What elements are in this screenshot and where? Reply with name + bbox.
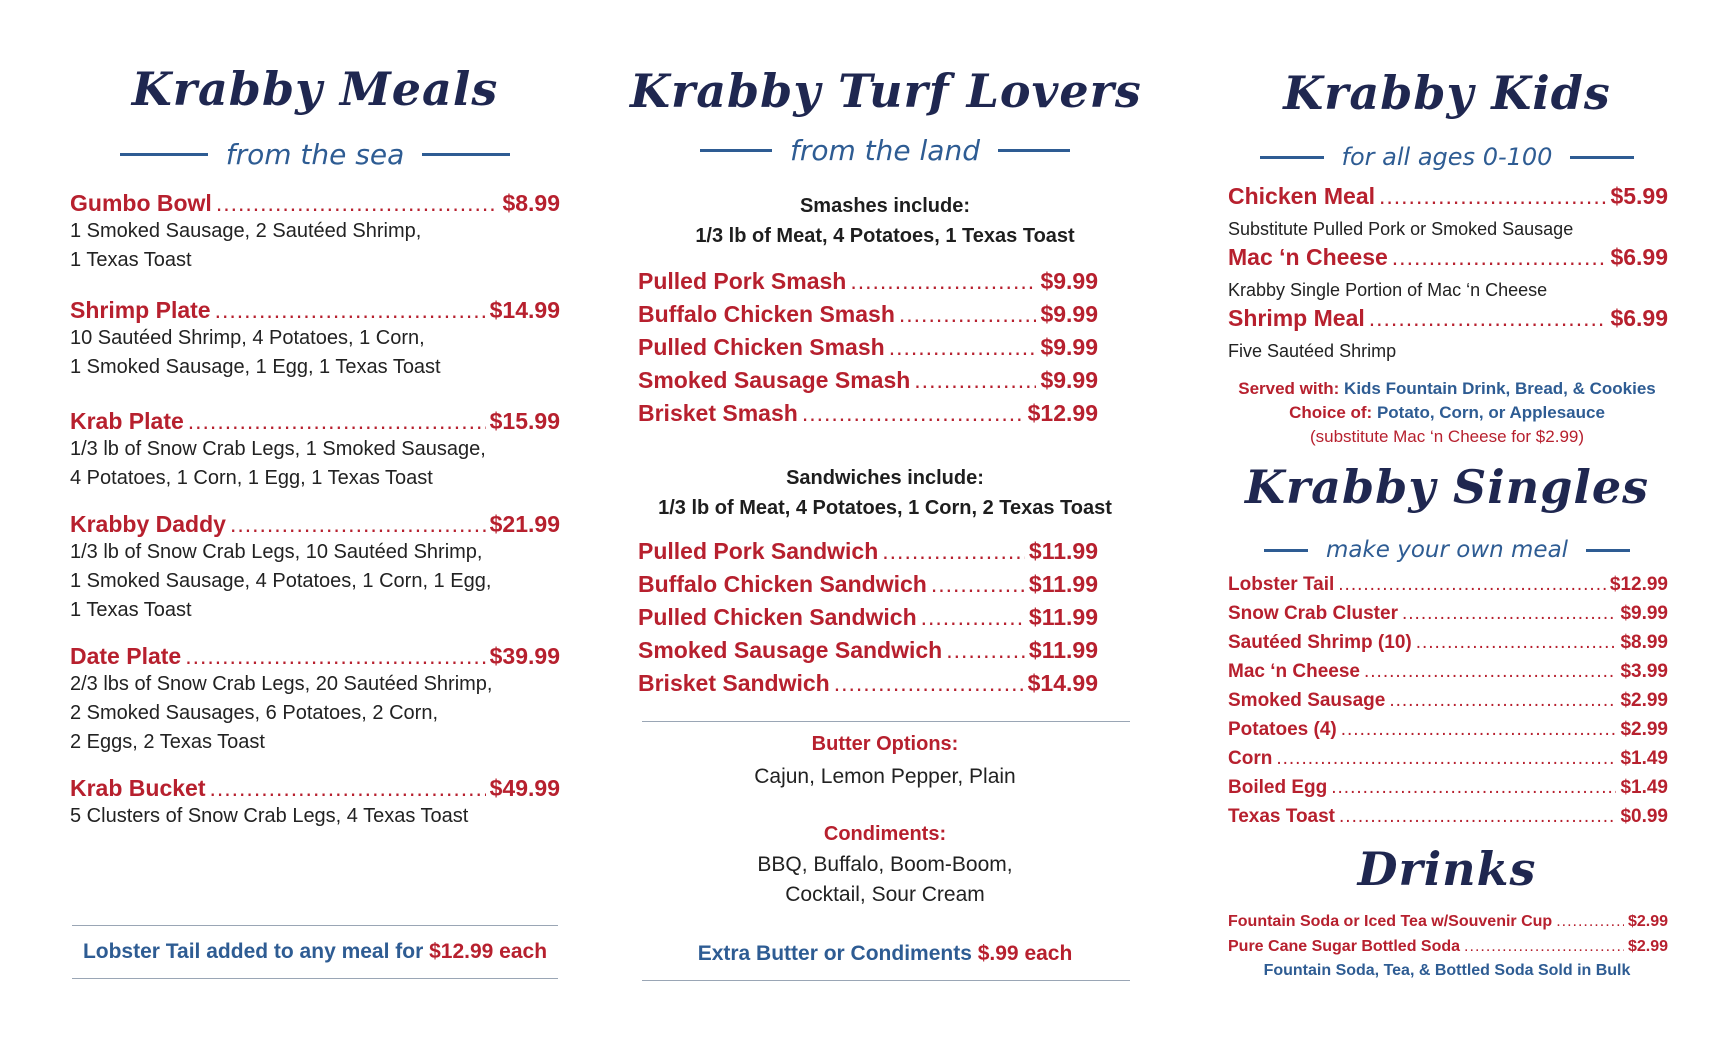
dot-leader: [899, 301, 1037, 328]
kids-subtitle: for all ages 0-100: [1341, 143, 1553, 171]
item-price: $21.99: [489, 511, 560, 537]
item-price: $8.99: [1620, 632, 1668, 653]
dot-leader: [1416, 632, 1617, 654]
menu-item: [638, 367, 1098, 400]
turf-rule-1: [642, 721, 1130, 722]
dot-leader: [946, 637, 1025, 664]
item-name: Pulled Pork Smash: [638, 268, 847, 294]
item-name: Corn: [1228, 748, 1273, 769]
item-price: $11.99: [1028, 538, 1098, 564]
dot-leader: [1339, 806, 1616, 828]
dot-leader: [921, 604, 1025, 631]
extra-note: [630, 942, 1140, 966]
meal-description-line: 2 Smoked Sausages, 6 Potatoes, 2 Corn,: [70, 702, 438, 724]
singles-list: [1228, 574, 1668, 835]
menu-item: [638, 604, 1098, 637]
condiments-line-1: BBQ, Buffalo, Boom-Boom,: [757, 853, 1013, 876]
dot-leader: [1331, 777, 1616, 799]
kids-served-with: [1222, 379, 1672, 399]
item-price: $9.99: [1040, 268, 1098, 294]
meal-description-line: 1/3 lb of Snow Crab Legs, 10 Sautéed Shrimp,: [70, 541, 483, 563]
item-name: Buffalo Chicken Sandwich: [638, 571, 927, 597]
meals-footer-rule-bottom: [72, 978, 558, 979]
sandwich-list: [638, 538, 1098, 703]
item-name: Pulled Pork Sandwich: [638, 538, 879, 564]
item-price: $9.99: [1040, 334, 1098, 360]
item-name: Pulled Chicken Smash: [638, 334, 885, 360]
turf-title: Krabby Turf Lovers: [630, 64, 1142, 118]
meal-item: [70, 775, 560, 831]
item-name: Fountain Soda or Iced Tea w/Souvenir Cup: [1228, 913, 1553, 930]
item-price: $2.99: [1627, 938, 1668, 955]
dot-leader: [1276, 748, 1616, 770]
item-price: $2.99: [1620, 690, 1668, 711]
singles-subtitle: make your own meal: [1325, 537, 1569, 563]
menu-item: [1228, 748, 1668, 777]
item-price: $12.99: [1609, 574, 1668, 595]
meal-item: [70, 190, 560, 275]
singles-title: Krabby Singles: [1244, 460, 1650, 514]
dot-leader: [1464, 938, 1624, 956]
menu-item: [638, 571, 1098, 604]
kids-substitute-note: (substitute Mac ‘n Cheese for $2.99): [1309, 427, 1585, 446]
item-name: Smoked Sausage: [1228, 690, 1386, 711]
kids-item: [1228, 244, 1668, 305]
dot-leader: [230, 511, 486, 538]
menu-item: [638, 637, 1098, 670]
meals-footer-text: Lobster Tail added to any meal for: [82, 940, 430, 963]
item-name: Date Plate: [70, 643, 182, 669]
dot-leader: [209, 775, 485, 802]
divider-bar: [1264, 549, 1308, 552]
meal-item: [70, 408, 560, 493]
kids-item: [1228, 183, 1668, 244]
meal-item: [70, 643, 560, 757]
sandwich-detail: 1/3 lb of Meat, 4 Potatoes, 1 Corn, 2 Texas Toast: [658, 497, 1112, 519]
item-name: Texas Toast: [1228, 806, 1336, 827]
menu-item: [70, 643, 560, 670]
kids-subtitle-row: [1222, 143, 1672, 171]
dot-leader: [931, 571, 1025, 598]
menu-item: [1228, 632, 1668, 661]
smash-list: [638, 268, 1098, 433]
kids-item-description: Five Sautéed Shrimp: [1228, 341, 1397, 361]
smash-detail: 1/3 lb of Meat, 4 Potatoes, 1 Texas Toast: [695, 225, 1075, 247]
item-price: $39.99: [489, 643, 560, 669]
dot-leader: [215, 297, 486, 324]
menu-item: [70, 408, 560, 435]
item-name: Sautéed Shrimp (10): [1228, 632, 1412, 653]
menu-item: [1228, 183, 1668, 215]
menu-item: [638, 400, 1098, 433]
item-price: $2.99: [1620, 719, 1668, 740]
item-name: Boiled Egg: [1228, 777, 1328, 798]
meal-description-line: 10 Sautéed Shrimp, 4 Potatoes, 1 Corn,: [70, 327, 425, 349]
dot-leader: [802, 400, 1024, 427]
dot-leader: [188, 408, 486, 435]
dot-leader: [1341, 719, 1617, 741]
served-label: Served with:: [1238, 379, 1345, 398]
meals-title: Krabby Meals: [131, 62, 499, 116]
singles-subtitle-row: [1222, 537, 1672, 563]
choice-label: Choice of:: [1289, 403, 1377, 422]
item-price: $14.99: [489, 297, 560, 323]
extra-text: Extra Butter or Condiments: [697, 942, 978, 965]
dot-leader: [1369, 305, 1607, 332]
menu-item: [70, 190, 560, 217]
meal-item: [70, 297, 560, 382]
menu-item: [1228, 806, 1668, 835]
menu-item: [1228, 913, 1668, 938]
item-name: Brisket Sandwich: [638, 670, 830, 696]
meal-description-line: 1/3 lb of Snow Crab Legs, 1 Smoked Sausage,: [70, 438, 486, 460]
kids-item-description: Krabby Single Portion of Mac ‘n Cheese: [1228, 280, 1548, 300]
menu-item: [1228, 938, 1668, 963]
dot-leader: [1364, 661, 1616, 683]
meal-description-line: 5 Clusters of Snow Crab Legs, 4 Texas Toast: [70, 805, 469, 827]
meal-description-line: 1 Smoked Sausage, 4 Potatoes, 1 Corn, 1 Egg,: [70, 570, 492, 592]
menu-item: [70, 511, 560, 538]
item-name: Lobster Tail: [1228, 574, 1335, 595]
meal-description-line: 2 Eggs, 2 Texas Toast: [70, 731, 265, 753]
menu-item: [1228, 719, 1668, 748]
divider-bar: [1260, 156, 1324, 159]
menu-item: [1228, 244, 1668, 276]
dot-leader: [216, 190, 499, 217]
item-price: $8.99: [502, 190, 560, 216]
sandwich-heading: Sandwiches include:: [786, 467, 984, 489]
item-name: Shrimp Meal: [1228, 305, 1365, 331]
menu-item: [70, 775, 560, 802]
divider-bar: [422, 153, 510, 156]
meals-list: [70, 190, 560, 831]
kids-list: [1228, 183, 1668, 366]
drinks-list: [1228, 913, 1668, 963]
meal-description-line: 1 Texas Toast: [70, 599, 192, 621]
item-name: Snow Crab Cluster: [1228, 603, 1398, 624]
kids-title: Krabby Kids: [1283, 66, 1611, 120]
turf-subtitle-row: [630, 134, 1140, 167]
divider-bar: [120, 153, 208, 156]
divider-bar: [700, 149, 772, 152]
item-price: $1.49: [1620, 777, 1668, 798]
divider-bar: [998, 149, 1070, 152]
item-name: Smoked Sausage Sandwich: [638, 637, 943, 663]
dot-leader: [1402, 603, 1616, 625]
menu-item: [638, 670, 1098, 703]
served-value: Kids Fountain Drink, Bread, & Cookies: [1344, 379, 1656, 398]
butter-heading: Butter Options:: [811, 733, 959, 755]
dot-leader: [1379, 183, 1606, 210]
meal-description-line: 1 Texas Toast: [70, 249, 192, 271]
drinks-bulk-note: Fountain Soda, Tea, & Bottled Soda Sold in Bulk: [1263, 962, 1631, 979]
dot-leader: [882, 538, 1025, 565]
menu-item: [1228, 574, 1668, 603]
item-price: $5.99: [1610, 183, 1668, 209]
menu-item: [638, 538, 1098, 571]
meal-description-line: 4 Potatoes, 1 Corn, 1 Egg, 1 Texas Toast: [70, 467, 433, 489]
item-name: Gumbo Bowl: [70, 190, 212, 216]
divider-bar: [1570, 156, 1634, 159]
kids-item-description: Substitute Pulled Pork or Smoked Sausage: [1228, 219, 1574, 239]
dot-leader: [850, 268, 1036, 295]
item-name: Chicken Meal: [1228, 183, 1375, 209]
kids-choice-of: [1222, 403, 1672, 423]
meal-description-line: 2/3 lbs of Snow Crab Legs, 20 Sautéed Shrimp,: [70, 673, 493, 695]
item-name: Potatoes (4): [1228, 719, 1337, 740]
item-name: Smoked Sausage Smash: [638, 367, 911, 393]
dot-leader: [914, 367, 1036, 394]
item-price: $11.99: [1028, 604, 1098, 630]
item-price: $15.99: [489, 408, 560, 434]
meal-item: [70, 511, 560, 625]
item-name: Brisket Smash: [638, 400, 798, 426]
smash-heading: Smashes include:: [799, 195, 971, 217]
dot-leader: [1556, 913, 1624, 931]
dot-leader: [1338, 574, 1606, 596]
item-price: $1.49: [1620, 748, 1668, 769]
dot-leader: [185, 643, 485, 670]
menu-item: [1228, 661, 1668, 690]
item-name: Krabby Daddy: [70, 511, 226, 537]
drinks-title: Drinks: [1357, 842, 1537, 896]
item-price: $3.99: [1620, 661, 1668, 682]
condiments-line-2: Cocktail, Sour Cream: [785, 883, 985, 906]
item-price: $6.99: [1610, 244, 1668, 270]
item-name: Krab Plate: [70, 408, 184, 434]
meals-subtitle: from the sea: [225, 138, 405, 171]
item-price: $6.99: [1610, 305, 1668, 331]
item-name: Krab Bucket: [70, 775, 206, 801]
meals-footer-price: $12.99 each: [429, 940, 548, 963]
turf-subtitle: from the land: [790, 134, 980, 167]
meal-description-line: 1 Smoked Sausage, 2 Sautéed Shrimp,: [70, 220, 422, 242]
item-price: $12.99: [1027, 400, 1098, 426]
menu-item: [1228, 305, 1668, 337]
condiments-heading: Condiments:: [823, 823, 947, 845]
item-name: Buffalo Chicken Smash: [638, 301, 895, 327]
menu-item: [1228, 690, 1668, 719]
item-price: $9.99: [1620, 603, 1668, 624]
menu-item: [1228, 603, 1668, 632]
item-price: $0.99: [1620, 806, 1668, 827]
turf-rule-2: [642, 980, 1130, 981]
item-price: $9.99: [1040, 301, 1098, 327]
meals-footer-note: [70, 940, 560, 964]
dot-leader: [1389, 690, 1616, 712]
kids-item: [1228, 305, 1668, 366]
item-price: $11.99: [1028, 637, 1098, 663]
menu-item: [1228, 777, 1668, 806]
butter-options: Cajun, Lemon Pepper, Plain: [754, 765, 1016, 788]
menu-item: [638, 301, 1098, 334]
menu-item: [638, 268, 1098, 301]
item-price: $49.99: [489, 775, 560, 801]
dot-leader: [889, 334, 1037, 361]
dot-leader: [1392, 244, 1607, 271]
item-name: Mac ‘n Cheese: [1228, 244, 1388, 270]
item-name: Pure Cane Sugar Bottled Soda: [1228, 938, 1461, 955]
item-price: $2.99: [1627, 913, 1668, 930]
menu-item: [70, 297, 560, 324]
item-name: Shrimp Plate: [70, 297, 211, 323]
item-price: $14.99: [1027, 670, 1098, 696]
item-price: $11.99: [1028, 571, 1098, 597]
choice-value: Potato, Corn, or Applesauce: [1376, 403, 1605, 422]
item-name: Mac ‘n Cheese: [1228, 661, 1360, 682]
meals-subtitle-row: [70, 138, 560, 171]
meal-description-line: 1 Smoked Sausage, 1 Egg, 1 Texas Toast: [70, 356, 441, 378]
menu-item: [638, 334, 1098, 367]
item-name: Pulled Chicken Sandwich: [638, 604, 917, 630]
meals-footer-rule-top: [72, 925, 558, 926]
extra-price: $.99 each: [977, 942, 1073, 965]
item-price: $9.99: [1040, 367, 1098, 393]
divider-bar: [1586, 549, 1630, 552]
dot-leader: [834, 670, 1024, 697]
